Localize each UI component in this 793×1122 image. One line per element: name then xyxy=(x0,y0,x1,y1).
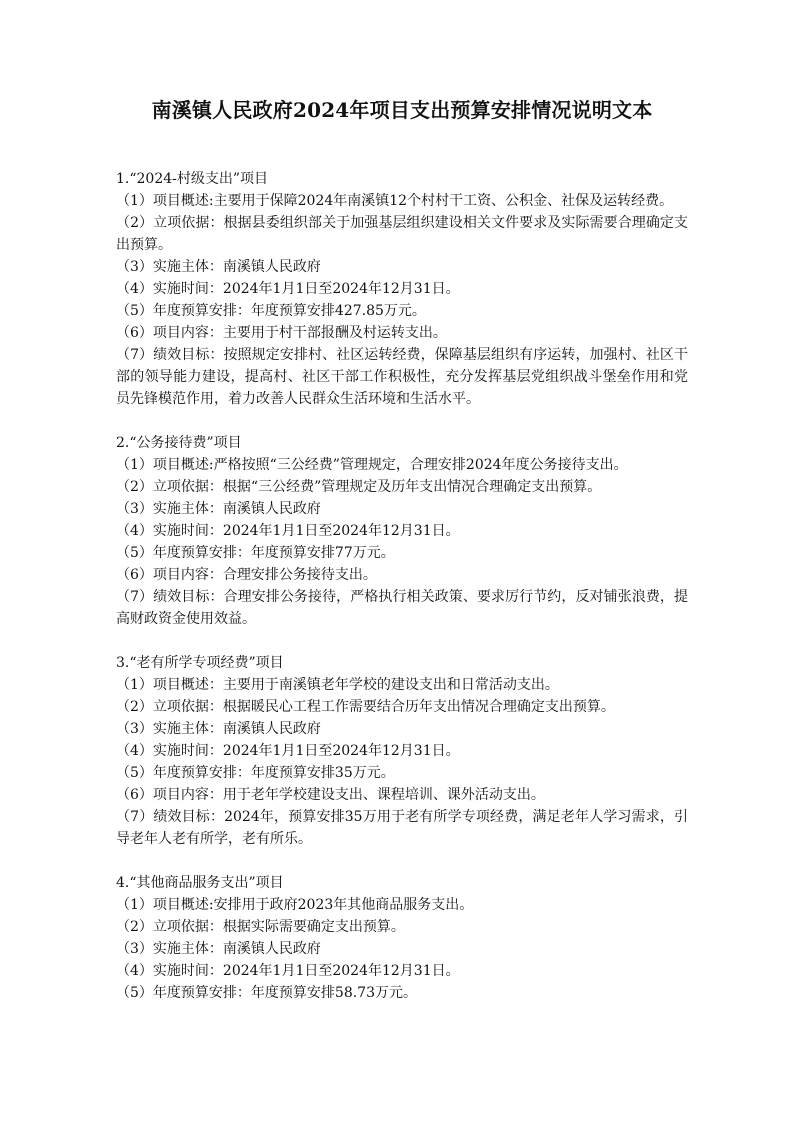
project-basis: （2）立项依据：根据实际需要确定支出预算。 xyxy=(116,919,405,935)
project-budget: （5）年度预算安排：年度预算安排58.73万元。 xyxy=(116,985,417,1001)
project-goal: （7）绩效目标：2024年，预算安排35万用于老有所学专项经费，满足老年人学习需求，引导老年人老有所学，老有所乐。 xyxy=(116,809,688,847)
project-basis: （2）立项依据：根据县委组织部关于加强基层组织建设相关文件要求及实际需要合理确定支出预算。 xyxy=(116,215,688,253)
section-1 xyxy=(116,168,688,410)
project-budget: （5）年度预算安排：年度预算安排35万元。 xyxy=(116,765,395,781)
project-period: （4）实施时间：2024年1月1日至2024年12月31日。 xyxy=(116,281,460,297)
project-period: （4）实施时间：2024年1月1日至2024年12月31日。 xyxy=(116,743,460,759)
project-goal: （7）绩效目标：合理安排公务接待，严格执行相关政策、要求厉行节约，反对铺张浪费，提高财政资金使用效益。 xyxy=(116,589,688,627)
project-basis: （2）立项依据：根据“三公经费”管理规定及历年支出情况合理确定支出预算。 xyxy=(116,479,602,495)
section-4 xyxy=(116,872,688,1004)
project-overview: （1）项目概述：主要用于南溪镇老年学校的建设支出和日常活动支出。 xyxy=(116,677,559,693)
project-executor: （3）实施主体：南溪镇人民政府 xyxy=(116,259,321,275)
project-executor: （3）实施主体：南溪镇人民政府 xyxy=(116,941,321,957)
project-overview: （1）项目概述:严格按照“三公经费”管理规定，合理安排2024年度公务接待支出。 xyxy=(116,457,628,473)
project-overview: （1）项目概述:安排用于政府2023年其他商品服务支出。 xyxy=(116,897,474,913)
project-content: （6）项目内容：合理安排公务接待支出。 xyxy=(116,567,377,583)
document-title: 南溪镇人民政府2024年项目支出预算安排情况说明文本 xyxy=(151,98,653,122)
project-period: （4）实施时间：2024年1月1日至2024年12月31日。 xyxy=(116,523,460,539)
project-content: （6）项目内容：用于老年学校建设支出、课程培训、课外活动支出。 xyxy=(116,787,545,803)
section-heading: 3.“老有所学专项经费”项目 xyxy=(116,655,284,671)
project-basis: （2）立项依据：根据暖民心工程工作需要结合历年支出情况合理确定支出预算。 xyxy=(116,699,615,715)
project-goal: （7）绩效目标：按照规定安排村、社区运转经费，保障基层组织有序运转，加强村、社区干部的领导能力建设，提高村、社区干部工作积极性，充分发挥基层党组织战斗堡垒作用和党员先锋模范作用，着力改善人民群众生活环境和生活水平。 xyxy=(116,347,688,407)
project-content: （6）项目内容：主要用于村干部报酬及村运转支出。 xyxy=(116,325,447,341)
section-heading: 4.“其他商品服务支出”项目 xyxy=(116,875,284,891)
section-heading: 1.“2024-村级支出”项目 xyxy=(116,171,269,187)
project-overview: （1）项目概述:主要用于保障2024年南溪镇12个村村干工资、公积金、社保及运转经费。 xyxy=(116,193,674,209)
project-period: （4）实施时间：2024年1月1日至2024年12月31日。 xyxy=(116,963,460,979)
section-heading: 2.“公务接待费”项目 xyxy=(116,435,242,451)
project-budget: （5）年度预算安排：年度预算安排77万元。 xyxy=(116,545,395,561)
section-3 xyxy=(116,652,688,850)
document-page xyxy=(116,96,688,1026)
project-executor: （3）实施主体：南溪镇人民政府 xyxy=(116,501,321,517)
project-executor: （3）实施主体：南溪镇人民政府 xyxy=(116,721,321,737)
project-budget: （5）年度预算安排：年度预算安排427.85万元。 xyxy=(116,303,426,319)
section-2 xyxy=(116,432,688,630)
